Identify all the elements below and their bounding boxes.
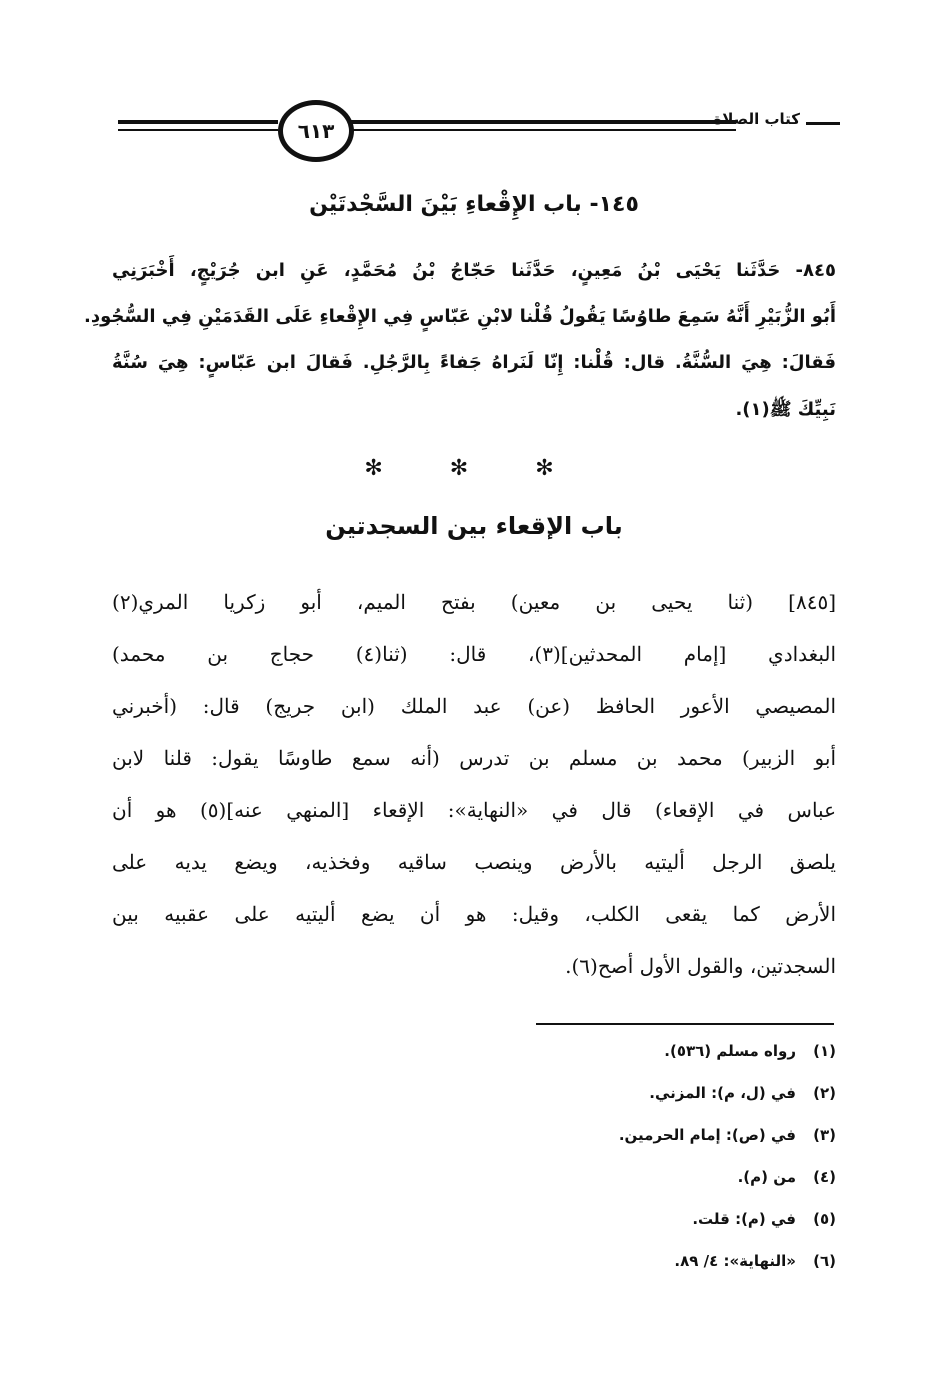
header-rule xyxy=(350,129,736,131)
header-rule xyxy=(350,120,736,124)
hadith-line: أَبُو الزُّبَيْرِ أَنَّهُ سَمِعَ طاوُسًا يَقُولُ قُلْنا لابْنِ عَبّاسٍ فِي الإِقْعاءِ عَلَى القَدَمَيْنِ فِي السُّجُودِ. xyxy=(84,306,836,327)
running-title: كتاب الصلاة xyxy=(713,110,800,128)
commentary-line: عباس في الإقعاء) قال في «النهاية»: الإقعاء [المنهي عنه](٥) هو أن xyxy=(112,798,837,822)
footnote xyxy=(436,1042,836,1060)
footnote-number: (١) xyxy=(813,1042,836,1060)
footnote xyxy=(436,1168,836,1186)
footnote-text: رواه مسلم (٥٣٦). xyxy=(664,1042,796,1060)
commentary-line: يلصق الرجل أليتيه بالأرض وينصب ساقيه وفخذيه، ويضع يديه على xyxy=(112,850,836,874)
header-rule xyxy=(118,120,278,124)
page-number xyxy=(278,100,354,162)
footnote-text: «النهاية»: ٤/ ٨٩. xyxy=(674,1252,796,1270)
footnote xyxy=(436,1252,836,1270)
commentary-line: أبو الزبير) محمد بن مسلم بن تدرس (أنه سمع طاوسًا يقول: قلنا لابن xyxy=(112,746,836,770)
footnote xyxy=(436,1210,836,1228)
hadith-line: نَبِيِّكَ ﷺ(١). xyxy=(735,399,836,420)
footnote xyxy=(436,1126,836,1144)
footnote-number: (٤) xyxy=(813,1168,836,1186)
footnote-number: (٢) xyxy=(813,1084,836,1102)
section-divider: ✻ ✻ ✻ xyxy=(364,456,584,481)
running-header xyxy=(118,100,840,156)
hadith-line: ٨٤٥- حَدَّثَنا يَحْيَى بْنُ مَعِينٍ، حَدَّثَنا حَجّاجُ بْنُ مُحَمَّدٍ، عَنِ ابن جُرَيْجٍ، أَخْبَرَنِي xyxy=(112,260,836,281)
commentary-line: السجدتين، والقول الأول أصح(٦). xyxy=(565,954,836,978)
header-rule xyxy=(806,122,840,125)
chapter-title: ١٤٥- باب الإِقْعاءِ بَيْنَ السَّجْدتَيْن xyxy=(309,192,639,217)
commentary-line: البغدادي [إمام المحدثين](٣)، قال: (ثنا(٤) حجاج بن محمد) xyxy=(112,642,837,666)
header-rule xyxy=(118,129,278,131)
section-title: باب الإقعاء بين السجدتين xyxy=(325,512,623,540)
footnote xyxy=(436,1084,836,1102)
commentary-line: المصيصي الأعور الحافظ (عن) عبد الملك (ابن جريج) قال: (أخبرني xyxy=(112,694,836,718)
commentary-line: الأرض كما يقعى الكلب، وقيل: هو أن يضع أليتيه على عقبيه بين xyxy=(112,902,836,926)
page-number-text: ٦١٣ xyxy=(297,119,335,143)
footnote-number: (٥) xyxy=(813,1210,836,1228)
footnote-text: في (م): قلت. xyxy=(692,1210,796,1228)
footnote-text: في (ص): إمام الحرمين. xyxy=(618,1126,796,1144)
footnote-number: (٣) xyxy=(813,1126,836,1144)
footnote-text: في (ل، م): المزني. xyxy=(649,1084,796,1102)
commentary-line: [٨٤٥] (ثنا يحيى بن معين) بفتح الميم، أبو زكريا المري(٢) xyxy=(112,590,836,614)
footnote-text: من (م). xyxy=(737,1168,796,1186)
hadith-line: فَقالَ: هِيَ السُّنَّةُ. قال: قُلْنا: إِنّا لَنَراهُ جَفاءً بِالرَّجُلِ. فَقالَ ابن عَبّاسٍ: هِيَ سُنَّةُ xyxy=(112,352,836,373)
footnote-number: (٦) xyxy=(813,1252,836,1270)
